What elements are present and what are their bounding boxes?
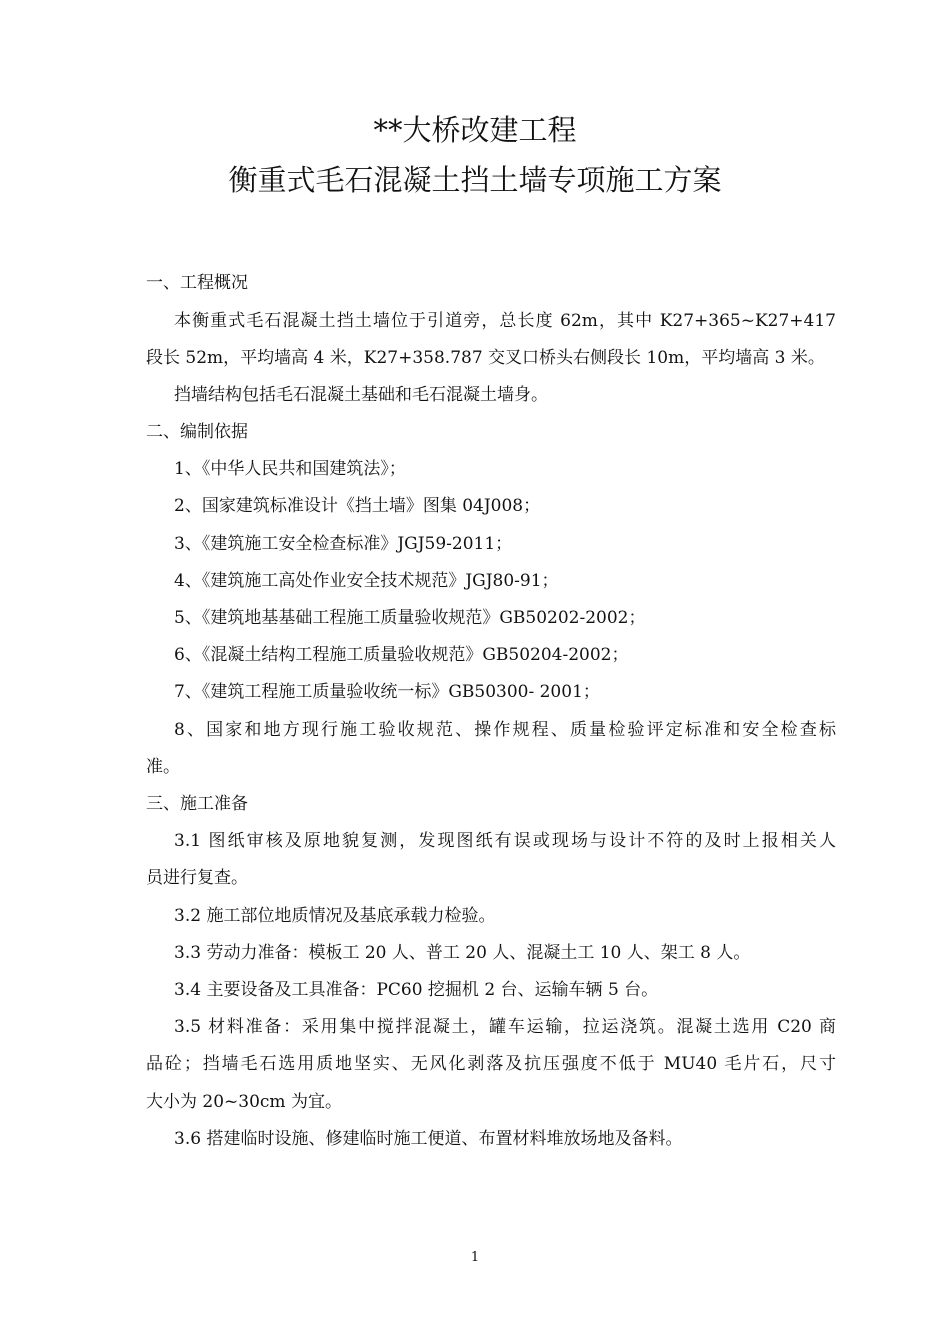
paragraph-line: 品砼；挡墙毛石选用质地坚实、无风化剥落及抗压强度不低于 MU40 毛片石，尺寸 — [146, 1054, 836, 1074]
paragraph-line: 3.5 材料准备：采用集中搅拌混凝土，罐车运输，拉运浇筑。混凝土选用 C20 商 — [174, 1017, 836, 1037]
section-heading-preparation: 三、施工准备 — [146, 794, 248, 814]
paragraph-line: 3.2 施工部位地质情况及基底承载力检验。 — [174, 906, 496, 926]
list-item: 8、国家和地方现行施工验收规范、操作规程、质量检验评定标准和安全检查标 — [174, 720, 836, 740]
paragraph-line: 3.3 劳动力准备：模板工 20 人、普工 20 人、混凝土工 10 人、架工 8 人。 — [174, 943, 751, 963]
list-item: 6、《混凝土结构工程施工质量验收规范》GB50204-2002； — [174, 645, 629, 665]
paragraph-line: 挡墙结构包括毛石混凝土基础和毛石混凝土墙身。 — [174, 385, 548, 405]
paragraph-line: 本衡重式毛石混凝土挡土墙位于引道旁，总长度 62m，其中 K27+365~K27+417 — [174, 311, 836, 331]
paragraph-line: 员进行复查。 — [146, 868, 248, 888]
list-item: 1、《中华人民共和国建筑法》； — [174, 459, 406, 479]
paragraph-line: 段长 52m，平均墙高 4 米，K27+358.787 交叉口桥头右侧段长 10m，平均墙高 3 米。 — [146, 348, 825, 368]
section-heading-basis: 二、编制依据 — [146, 422, 248, 442]
paragraph-line: 大小为 20~30cm 为宜。 — [146, 1092, 342, 1112]
section-heading-overview: 一、工程概况 — [146, 273, 248, 293]
page-number: 1 — [470, 1250, 480, 1265]
document-title: **大桥改建工程 — [373, 113, 577, 147]
paragraph-line: 3.6 搭建临时设施、修建临时施工便道、布置材料堆放场地及备料。 — [174, 1129, 683, 1149]
list-item: 4、《建筑施工高处作业安全技术规范》JGJ80-91； — [174, 571, 559, 591]
list-item: 7、《建筑工程施工质量验收统一标》GB50300- 2001； — [174, 682, 600, 702]
paragraph-line: 3.4 主要设备及工具准备：PC60 挖掘机 2 台、运输车辆 5 台。 — [174, 980, 659, 1000]
paragraph-line: 3.1 图纸审核及原地貌复测，发现图纸有误或现场与设计不符的及时上报相关人 — [174, 831, 836, 851]
list-item: 2、国家建筑标准设计《挡土墙》图集 04J008； — [174, 496, 541, 516]
document-subtitle: 衡重式毛石混凝土挡土墙专项施工方案 — [228, 163, 722, 197]
list-item: 3、《建筑施工安全检查标准》JGJ59-2011； — [174, 534, 513, 554]
list-item-continuation: 准。 — [146, 757, 180, 777]
list-item: 5、《建筑地基基础工程施工质量验收规范》GB50202-2002； — [174, 608, 646, 628]
